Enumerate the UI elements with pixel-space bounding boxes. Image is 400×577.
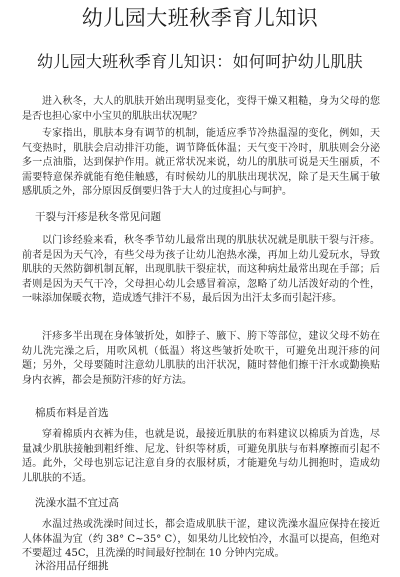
- section-heading-dry-skin: 干裂与汗疹是秋冬常见问题: [35, 211, 161, 223]
- section-heading-cotton: 棉质布料是首选: [35, 407, 109, 419]
- document-subtitle: 幼儿园大班秋季育儿知识：如何呵护幼儿肌肤: [36, 52, 363, 71]
- clinic-paragraph: 以门诊经验来看，秋冬季节幼儿最常出现的肌肤状况就是肌肤干裂与汗疹。前者是因为天气冷，有些父母为孩子让幼儿泡热水澡，再加上幼儿爱玩水，导致肌肤的天然防御机制瓦解，出现肌肤干裂症状，而这种病灶最常出现在手部；后者则是因为天气干冷，父母担心幼儿会感冒着凉，忽略了幼儿活泼好动的个性，一味添加保暖衣物，造成透气排汗不易，最后因为出汗太多而引起汗疹。: [22, 235, 380, 304]
- sweat-rash-paragraph: 汗疹多半出现在身体皱折处，如脖子、腋下、胯下等部位，建议父母不妨在幼儿洗完澡之后，用吹风机（低温）将这些皱折处吹干，可避免出现汗疹的问题；另外，父母要随时注意幼儿肌肤的出汗状况，随时替他们擦干汗水或勤换贴身内衣裤，都会是预防汗疹的好方法。: [22, 331, 380, 386]
- cotton-paragraph: 穿着棉质内衣裤为佳，也就是说，最接近肌肤的布料建议以棉质为首选，尽量减少肌肤接触到粗纤维、尼龙、针织等材质，可避免肌肤与布料摩擦而引起不适。此外，父母也别忘记注意自身的衣服材质，才能避免与幼儿拥抱时，造成幼儿肌肤的不适。: [22, 429, 380, 484]
- section-heading-water-temp: 洗澡水温不宜过高: [35, 497, 119, 509]
- document-title: 幼儿园大班秋季育儿知识: [81, 6, 319, 30]
- section-heading-bath-products: 沐浴用品仔细挑: [35, 560, 109, 572]
- expert-paragraph: 专家指出，肌肤本身有调节的机制，能适应季节冷热温湿的变化，例如，天气变热时，肌肤会启动排汗功能，调节降低体温；天气变干冷时，肌肤则会分泌多一点油脂，达到保护作用。就正常状况来说，幼儿的肌肤可说是天生丽质，不需要特意保养就能有绝佳触感，有时候幼儿的肌肤出现状况，除了是天生属于敏感肌质之外，部分原因反倒要归咎于大人的过度担心与呵护。: [22, 128, 380, 197]
- intro-paragraph: 进入秋冬，大人的肌肤开始出现明显变化，变得干燥又粗糙，身为父母的您是否也担心家中小宝贝的肌肤出状况呢？: [22, 96, 380, 122]
- water-temp-paragraph: 水温过热或洗澡时间过长，都会造成肌肤干涩，建议洗澡水温应保持在接近人体体温为宜（约 38° C~35° C），如果幼儿比较怕冷，水温可以提高，但绝对不要超过 45C，且洗澡的时间最好控制在 10 分钟内完成。: [22, 519, 380, 559]
